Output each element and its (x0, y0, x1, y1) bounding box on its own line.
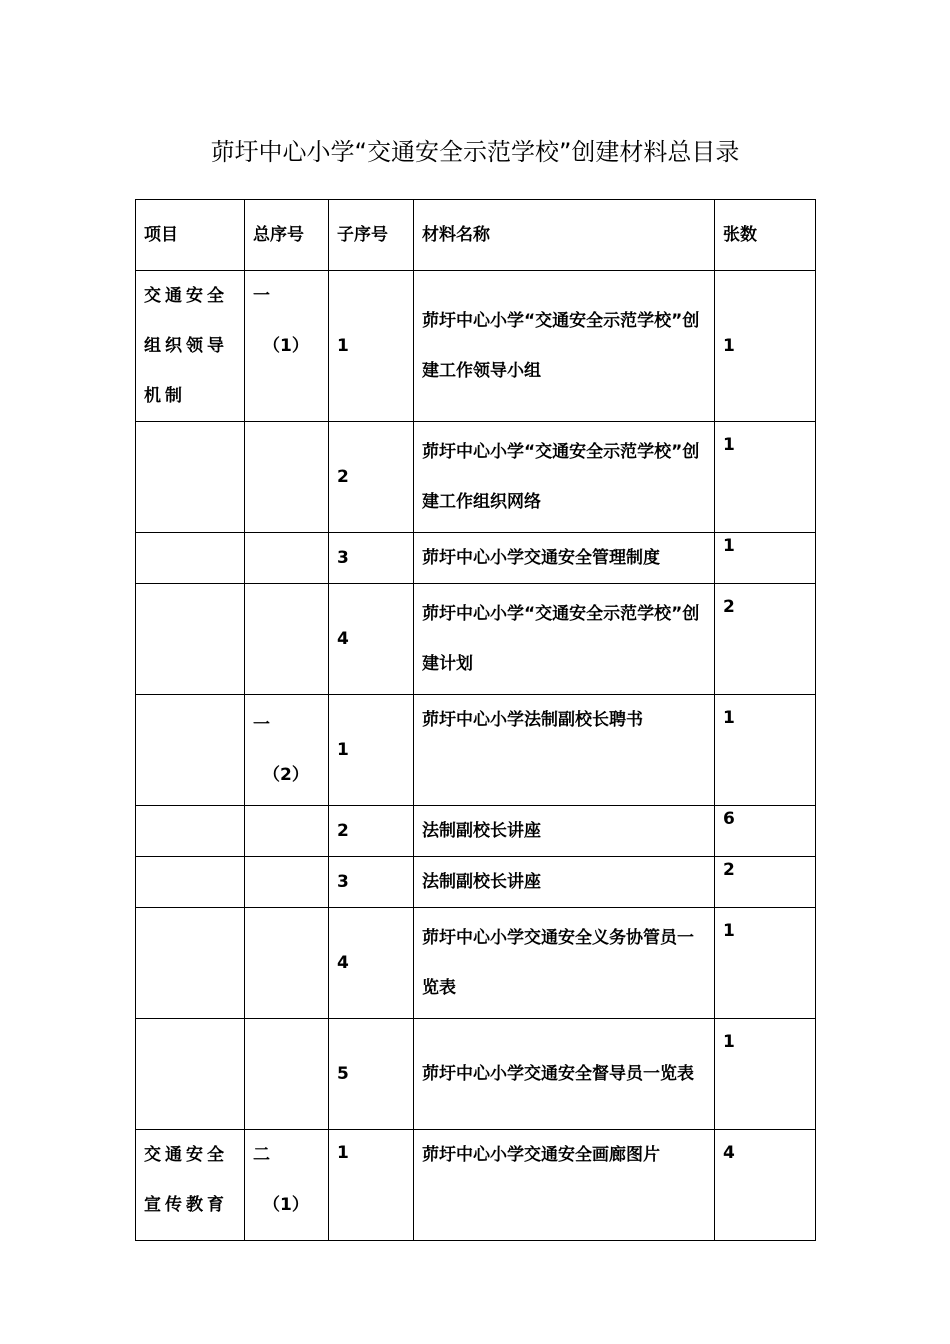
table-row (136, 806, 816, 857)
header-total-seq: 总序号 (245, 200, 329, 271)
item-cell (136, 533, 245, 584)
sub-seq-cell: 5 (329, 1019, 414, 1130)
item-cell (136, 422, 245, 533)
sub-seq-cell: 4 (329, 908, 414, 1019)
material-cell: 法制副校长讲座 (414, 857, 715, 908)
table-row (136, 1130, 816, 1241)
document-title: 茆圩中心小学“交通安全示范学校”创建材料总目录 (210, 138, 740, 166)
total-seq-sub: （2） (263, 765, 309, 785)
header-material: 材料名称 (414, 200, 715, 271)
header-sub-seq: 子序号 (329, 200, 414, 271)
item-cell (136, 806, 245, 857)
sub-seq-cell: 2 (329, 422, 414, 533)
total-seq-cell (245, 271, 329, 422)
sub-seq-cell: 1 (329, 1130, 414, 1241)
count-cell: 6 (715, 806, 816, 857)
table-row (136, 1019, 816, 1130)
table-header-row (136, 200, 816, 271)
header-count: 张数 (715, 200, 816, 271)
material-cell: 茆圩中心小学法制副校长聘书 (414, 695, 715, 806)
total-seq-sub: （1） (263, 1195, 309, 1215)
total-seq-cell (245, 422, 329, 533)
material-cell: 法制副校长讲座 (414, 806, 715, 857)
table-row (136, 908, 816, 1019)
material-cell: 茆圩中心小学“交通安全示范学校”创建工作领导小组 (414, 271, 715, 422)
sub-seq-cell: 1 (329, 695, 414, 806)
item-cell (136, 908, 245, 1019)
item-cell (136, 1019, 245, 1130)
total-seq-cell (245, 584, 329, 695)
table-row (136, 533, 816, 584)
sub-seq-cell: 3 (329, 533, 414, 584)
count-cell: 1 (715, 1019, 816, 1130)
material-cell: 茆圩中心小学“交通安全示范学校”创建工作组织网络 (414, 422, 715, 533)
item-cell: 交通安全宣传教育 (136, 1130, 245, 1241)
total-seq-cell (245, 908, 329, 1019)
sub-seq-cell: 3 (329, 857, 414, 908)
table-row (136, 422, 816, 533)
count-cell: 1 (715, 908, 816, 1019)
total-seq-main: 一 (253, 715, 270, 735)
table-row (136, 857, 816, 908)
item-cell (136, 695, 245, 806)
table-row (136, 584, 816, 695)
total-seq-main: 一 (253, 286, 270, 306)
sub-seq-cell: 1 (329, 271, 414, 422)
material-cell: 茆圩中心小学交通安全义务协管员一览表 (414, 908, 715, 1019)
header-item: 项目 (136, 200, 245, 271)
item-cell: 交通安全组织领导机制 (136, 271, 245, 422)
materials-table (135, 199, 816, 1241)
total-seq-cell (245, 533, 329, 584)
item-cell (136, 857, 245, 908)
total-seq-cell (245, 1019, 329, 1130)
material-cell: 茆圩中心小学交通安全管理制度 (414, 533, 715, 584)
material-cell: 茆圩中心小学交通安全画廊图片 (414, 1130, 715, 1241)
material-cell: 茆圩中心小学交通安全督导员一览表 (414, 1019, 715, 1130)
count-cell: 1 (715, 695, 816, 806)
count-cell: 1 (715, 271, 816, 422)
count-cell: 4 (715, 1130, 816, 1241)
total-seq-cell (245, 1130, 329, 1241)
table-row (136, 695, 816, 806)
count-cell: 2 (715, 584, 816, 695)
material-cell: 茆圩中心小学“交通安全示范学校”创建计划 (414, 584, 715, 695)
count-cell: 1 (715, 422, 816, 533)
total-seq-main: 二 (253, 1145, 270, 1165)
sub-seq-cell: 4 (329, 584, 414, 695)
count-cell: 1 (715, 533, 816, 584)
item-cell (136, 584, 245, 695)
count-cell: 2 (715, 857, 816, 908)
total-seq-cell (245, 695, 329, 806)
sub-seq-cell: 2 (329, 806, 414, 857)
total-seq-sub: （1） (263, 336, 309, 356)
total-seq-cell (245, 806, 329, 857)
total-seq-cell (245, 857, 329, 908)
table-row (136, 271, 816, 422)
